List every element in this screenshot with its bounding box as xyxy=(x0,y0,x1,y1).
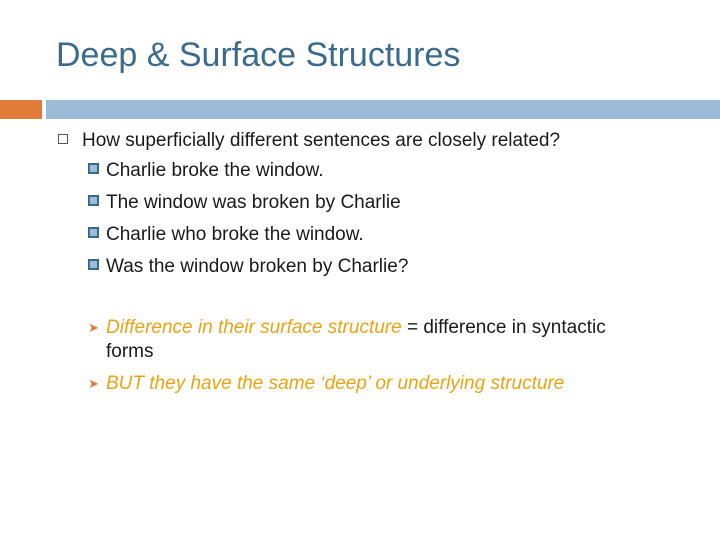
example-item xyxy=(88,224,364,246)
filled-square-bullet-icon xyxy=(88,259,99,270)
slide-title: Deep & Surface Structures xyxy=(56,36,461,74)
point-highlight-text: Difference in their surface structure xyxy=(106,317,402,338)
point-item xyxy=(88,372,648,396)
example-item xyxy=(88,192,401,214)
example-text: Charlie broke the window. xyxy=(106,160,324,181)
example-item xyxy=(88,160,324,182)
arrow-bullet-icon: ➤ xyxy=(88,320,99,335)
example-text: The window was broken by Charlie xyxy=(106,192,401,213)
example-item xyxy=(88,256,408,278)
main-bullet xyxy=(58,130,560,152)
header-accent-bar-orange xyxy=(0,100,42,119)
main-bullet-text: How superficially different sentences are closely related? xyxy=(82,130,561,151)
point-item xyxy=(88,316,648,364)
filled-square-bullet-icon xyxy=(88,163,99,174)
example-text: Charlie who broke the window. xyxy=(106,224,364,245)
filled-square-bullet-icon xyxy=(88,227,99,238)
point-rest-text: = difference in syntactic forms xyxy=(106,317,606,362)
hollow-square-bullet-icon xyxy=(58,134,68,144)
point-highlight-text: BUT they have the same ‘deep’ or underlying structure xyxy=(106,373,565,394)
header-accent-bar-blue xyxy=(46,100,720,119)
example-text: Was the window broken by Charlie? xyxy=(106,256,409,277)
arrow-bullet-icon: ➤ xyxy=(88,376,99,391)
filled-square-bullet-icon xyxy=(88,195,99,206)
